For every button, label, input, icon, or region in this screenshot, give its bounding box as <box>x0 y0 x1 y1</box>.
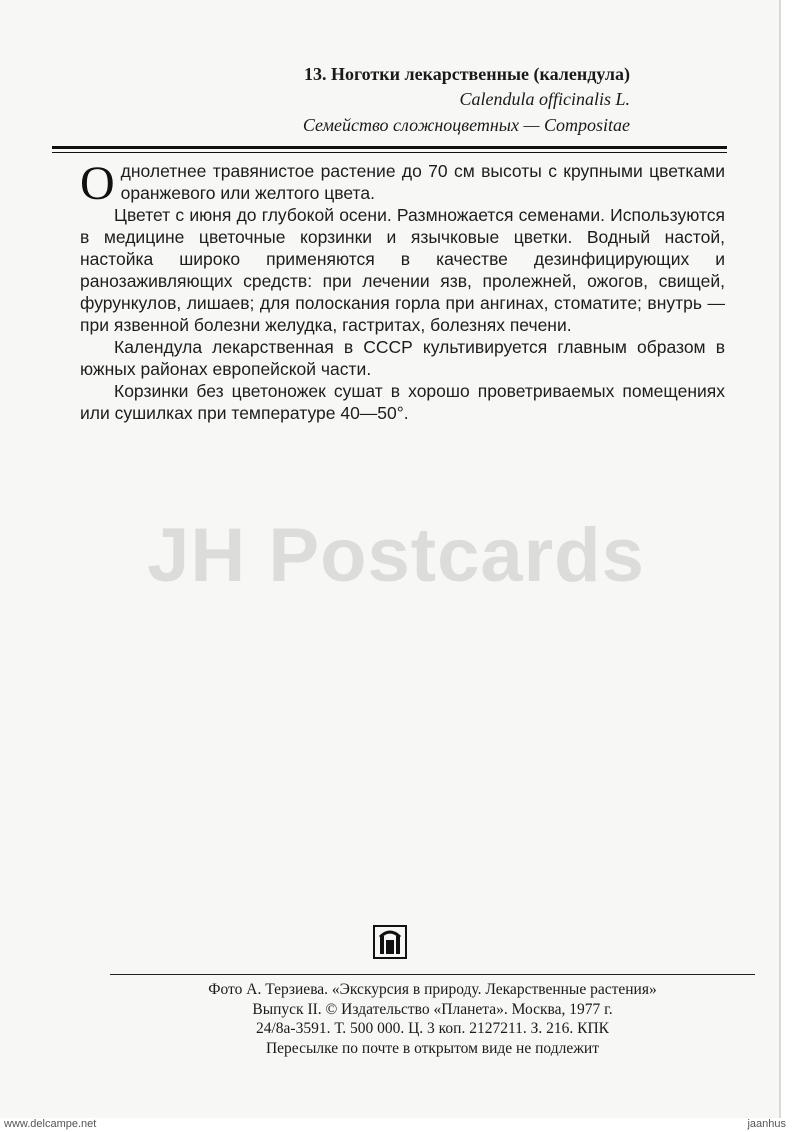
source-strip <box>0 1118 792 1132</box>
family-name <box>160 112 630 138</box>
source-right-label: jaanhus <box>747 1118 786 1130</box>
header <box>160 62 630 138</box>
paragraph-2: Цветет с июня до глубокой осени. Размножается семенами. Используются в медицине цветочные корзинки и язычковые цветки. Водный настой, настойка широко применяются в качестве дезинфицирующих и ранозаживляющих средств: при лечении язв, пролежней, ожогов, свищей, фурункулов, лишаев; для полоскания горла при ангинах, стоматите; внутрь — при язвенной болезни желудка, гастритах, болезнях печени. <box>80 205 725 335</box>
paragraph-1 <box>80 157 725 210</box>
imprint-line-1: Фото А. Терзиева. «Экскурсия в природу. Лекарственные растения» <box>208 981 657 998</box>
imprint <box>110 980 755 1058</box>
paragraph-3: Календула лекарственная в СССР культивируется главным образом в южных районах европейской части. <box>80 337 725 379</box>
imprint-line-3: 24/8а-3591. Т. 500 000. Ц. 3 коп. 2127211. З. 216. КПК <box>255 1020 610 1037</box>
imprint-line-4: Пересылке по почте в открытом виде не подлежит <box>265 1039 599 1057</box>
source-left-label: www.delcampe.net <box>4 1118 97 1130</box>
description-text <box>80 157 725 424</box>
publisher-logo-icon <box>373 925 407 959</box>
drop-cap: О <box>80 157 115 210</box>
watermark: JH Postcards <box>147 513 645 598</box>
paragraph-4: Корзинки без цветоножек сушат в хорошо проветриваемых помещениях или сушилках при температуре 40—50°. <box>80 381 725 423</box>
paragraph-1-text: днолетнее травянистое растение до 70 см высоты с крупными цветками оранжевого или желтого цвета. <box>120 161 725 203</box>
divider-thin <box>52 152 727 153</box>
footer-divider <box>110 974 755 975</box>
plant-title: 13. Ноготки лекарственные (календула) <box>303 64 630 84</box>
imprint-line-2: Выпуск II. © Издательство «Планета». Москва, 1977 г. <box>252 1000 613 1018</box>
latin-name: Calendula officinalis L. <box>459 89 630 109</box>
divider-thick <box>52 146 727 149</box>
family-ru: Семейство сложноцветных — <box>302 115 544 135</box>
family-latin: Compositae <box>543 115 630 135</box>
